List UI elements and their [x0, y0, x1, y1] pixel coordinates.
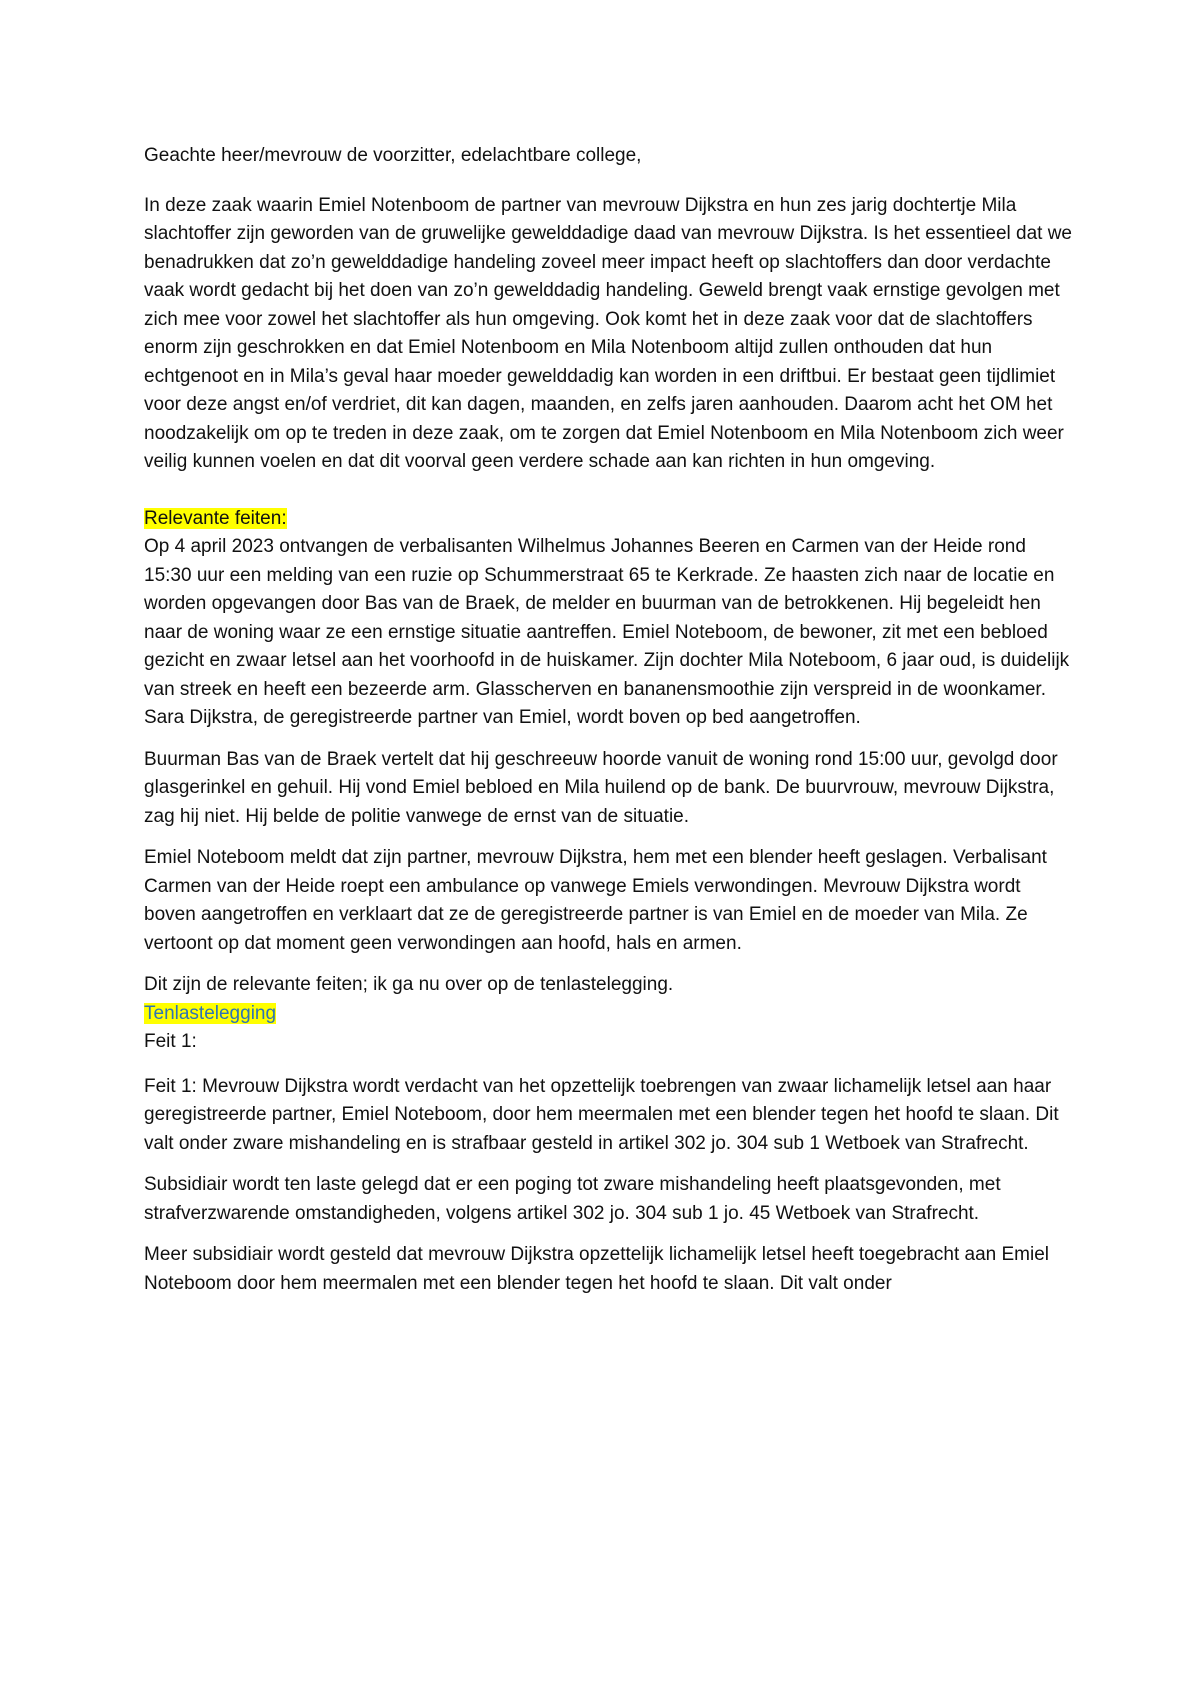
section-heading-relevante-feiten: [144, 505, 1074, 534]
feiten-paragraph-2: Buurman Bas van de Braek vertelt dat hij geschreeuw hoorde vanuit de woning rond 15:00 uur, gevolgd door glasgerinkel en gehuil. Hij vond Emiel bebloed en Mila huilend op de bank. De buurvrouw, mevrouw Dijkstra, zag hij niet. Hij belde de politie vanwege de ernst van de situatie.: [144, 748, 1058, 827]
feit-1-paragraph-3: Meer subsidiair wordt gesteld dat mevrouw Dijkstra opzettelijk lichamelijk letsel heeft toegebracht aan Emiel Noteboom door hem meermalen met een blender tegen het hoofd te slaan. Dit valt onder: [144, 1244, 1050, 1294]
document-page: [144, 142, 1074, 1298]
feit-1-label: Feit 1:: [144, 1031, 197, 1052]
feit-1-paragraph-1: Feit 1: Mevrouw Dijkstra wordt verdacht van het opzettelijk toebrengen van zwaar lichamelijk letsel aan haar geregistreerde partner, Emiel Noteboom, door hem meermalen met een blender tegen het hoofd te slaan. Dit valt onder zware mishandeling en is strafbaar gesteld in artikel 302 jo. 304 sub 1 Wetboek van Strafrecht.: [144, 1075, 1059, 1154]
section-heading-tenlastelegging: [144, 1000, 1074, 1029]
heading-highlight: Relevante feiten:: [144, 507, 287, 529]
heading-highlight: Tenlastelegging: [144, 1002, 277, 1024]
intro-paragraph: In deze zaak waarin Emiel Notenboom de partner van mevrouw Dijkstra en hun zes jarig dochtertje Mila slachtoffer zijn geworden van de gruwelijke gewelddadige daad van mevrouw Dijkstra. Is het essentieel dat we benadrukken dat zo’n gewelddadige handeling zoveel meer impact heeft op slachtoffers dan door verdachte vaak wordt gedacht bij het doen van zo’n gewelddadig handeling. Geweld brengt vaak ernstige gevolgen met zich mee voor zowel het slachtoffer als hun omgeving. Ook komt het in deze zaak voor dat de slachtoffers enorm zijn geschrokken en dat Emiel Notenboom en Mila Notenboom altijd zullen onthouden dat hun echtgenoot en in Mila’s geval haar moeder gewelddadig kan worden in een driftbui. Er bestaat geen tijdlimiet voor deze angst en/of verdriet, dit kan dagen, maanden, en zelfs jaren aanhouden. Daarom acht het OM het noodzakelijk om op te treden in deze zaak, om te zorgen dat Emiel Notenboom en Mila Notenboom zich weer veilig kunnen voelen en dat dit voorval geen verdere schade aan kan richten in hun omgeving.: [144, 194, 1073, 472]
feiten-paragraph-4: Dit zijn de relevante feiten; ik ga nu over op de tenlastelegging.: [144, 974, 674, 995]
greeting: Geachte heer/mevrouw de voorzitter, edelachtbare college,: [144, 145, 642, 166]
feiten-paragraph-1: Op 4 april 2023 ontvangen de verbalisanten Wilhelmus Johannes Beeren en Carmen van der Heide rond 15:30 uur een melding van een ruzie op Schummerstraat 65 te Kerkrade. Ze haasten zich naar de locatie en worden opgevangen door Bas van de Braek, de melder en buurman van de betrokkenen. Hij begeleidt hen naar de woning waar ze een ernstige situatie aantreffen. Emiel Noteboom, de bewoner, zit met een bebloed gezicht en zwaar letsel aan het voorhoofd in de huiskamer. Zijn dochter Mila Noteboom, 6 jaar oud, is duidelijk van streek en heeft een bezeerde arm. Glasscherven en bananensmoothie zijn verspreid in de woonkamer. Sara Dijkstra, de geregistreerde partner van Emiel, wordt boven op bed aangetroffen.: [144, 536, 1070, 728]
feiten-paragraph-3: Emiel Noteboom meldt dat zijn partner, mevrouw Dijkstra, hem met een blender heeft geslagen. Verbalisant Carmen van der Heide roept een ambulance op vanwege Emiels verwondingen. Mevrouw Dijkstra wordt boven aangetroffen en verklaart dat ze de geregistreerde partner is van Emiel en de moeder van Mila. Ze vertoont op dat moment geen verwondingen aan hoofd, hals en armen.: [144, 847, 1047, 954]
feit-1-paragraph-2: Subsidiair wordt ten laste gelegd dat er een poging tot zware mishandeling heeft plaatsgevonden, met strafverzwarende omstandigheden, volgens artikel 302 jo. 304 sub 1 jo. 45 Wetboek van Strafrecht.: [144, 1174, 1001, 1224]
